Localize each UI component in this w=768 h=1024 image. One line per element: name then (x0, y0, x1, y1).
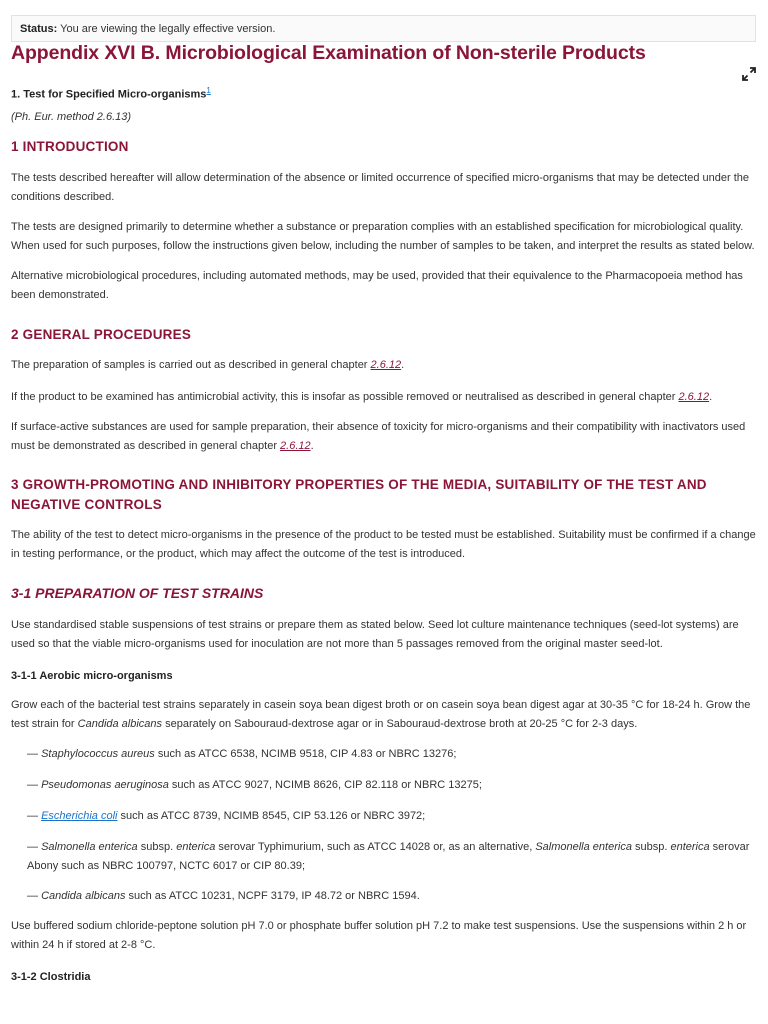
general-paragraph-2: If the product to be examined has antimicrobial activity, this is insofar as possible removed or neutralised as described in general chapter 2.6.12. (11, 391, 713, 403)
method-reference: (Ph. Eur. method 2.6.13) (11, 111, 132, 123)
chapter-link[interactable]: 2.6.12 (678, 391, 710, 403)
chapter-link[interactable]: 2.6.12 (370, 359, 402, 371)
subheading-text: 1. Test for Specified Micro-organisms (11, 88, 207, 101)
list-item: — Candida albicans such as ATCC 10231, NCPF 3179, IP 48.72 or NBRC 1594. (27, 890, 420, 902)
list-item: — Staphylococcus aureus such as ATCC 6538, NCIMB 9518, CIP 4.83 or NBRC 13276; (27, 748, 457, 760)
section-2-heading: 2 GENERAL PROCEDURES (11, 327, 192, 342)
intro-paragraph-1: The tests described hereafter will allow determination of the absence or limited occurrence of specified micro-organisms that may be detected under the conditions described. (11, 172, 749, 203)
escherichia-coli-link[interactable]: Escherichia coli (41, 810, 118, 822)
page-title: Appendix XVI B. Microbiological Examination of Non-sterile Products (11, 42, 646, 64)
section-3-paragraph: The ability of the test to detect micro-organisms in the presence of the product to be tested must be established. Suitability must be confirmed if a change in testing performance, or the product, which may affect the outcome of the test is introduced. (11, 529, 756, 560)
section-3-1-2-heading: 3-1-2 Clostridia (11, 971, 91, 983)
section-3-1-paragraph: Use standardised stable suspensions of test strains or prepare them as stated below. Seed lot culture maintenance techniques (seed-lot systems) are used so that the viable micro-organisms used for inoculation are not more than 5 passages removed from the original master seed-lot. (11, 619, 739, 650)
list-item: — Pseudomonas aeruginosa such as ATCC 9027, NCIMB 8626, CIP 82.118 or NBRC 13275; (27, 779, 482, 791)
section-1-heading: 1 INTRODUCTION (11, 139, 129, 154)
section-3-heading: 3 GROWTH-PROMOTING AND INHIBITORY PROPERTIES OF THE MEDIA, SUITABILITY OF THE TEST AND NEGATIVE CONTROLS (11, 477, 707, 512)
intro-paragraph-3: Alternative microbiological procedures, including automated methods, may be used, provided that their equivalence to the Pharmacopoeia method has been demonstrated. (11, 270, 743, 301)
intro-paragraph-2: The tests are designed primarily to determine whether a substance or preparation complies with an established specification for microbiological quality. When used for such purposes, follow the instructions given below, including the number of samples to be taken, and interpret the results as stated below. (11, 221, 755, 252)
list-item: — Salmonella enterica subsp. enterica serovar Typhimurium, such as ATCC 14028 or, as an alternative, Salmonella enterica subsp. enterica serovar Abony such as NBRC 100797, NCTC 6017 or CIP 80.39; (27, 841, 750, 872)
subheading (11, 85, 211, 101)
suspension-paragraph: Use buffered sodium chloride-peptone solution pH 7.0 or phosphate buffer solution pH 7.2 to make test suspensions. Use the suspensions within 2 h or within 24 h if stored at 2-8 °C. (11, 920, 747, 951)
section-3-1-1-heading: 3-1-1 Aerobic micro-organisms (11, 670, 173, 682)
general-paragraph-1: The preparation of samples is carried out as described in general chapter 2.6.12. (11, 359, 405, 371)
section-3-1-heading: 3-1 PREPARATION OF TEST STRAINS (11, 585, 264, 601)
chapter-link[interactable]: 2.6.12 (280, 439, 311, 452)
list-item: — Escherichia coli such as ATCC 8739, NCIMB 8545, CIP 53.126 or NBRC 3972; (27, 810, 426, 822)
document (11, 15, 756, 983)
expand-arrows-icon[interactable] (742, 67, 756, 81)
footnote-link[interactable]: 1 (206, 86, 211, 95)
status-bar (11, 15, 756, 42)
general-paragraph-3: If surface-active substances are used for sample preparation, their absence of toxicity for micro-organisms and their compatibility with inactivators used must be demonstrated as described in general chapter 2.6.12. (11, 421, 746, 452)
status-label: Status: (20, 23, 58, 35)
status-text: You are viewing the legally effective version. (60, 23, 276, 35)
aerobic-paragraph: Grow each of the bacterial test strains separately in casein soya bean digest broth or on casein soya bean digest agar at 30-35 °C for 18-24 h. Grow the test strain for Candida albicans separately on Sabouraud-dextrose agar or in Sabouraud-dextrose broth at 20-25 °C for 2-3 days. (11, 699, 751, 730)
